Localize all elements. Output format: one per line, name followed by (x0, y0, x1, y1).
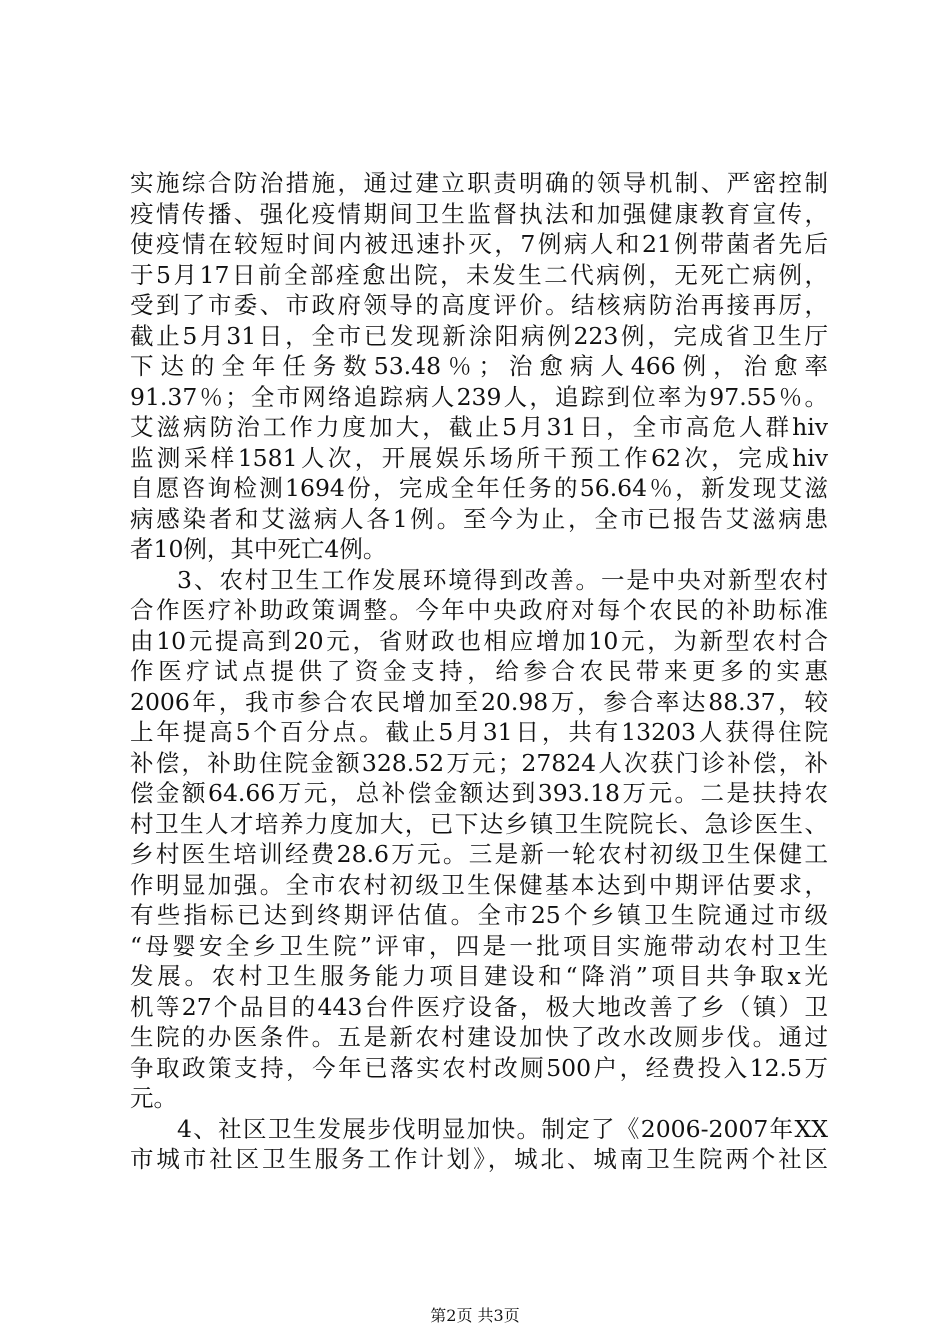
text-line: 艾滋病防治工作力度加大，截止5月31日，全市高危人群hiv (130, 413, 828, 441)
text-line: 病感染者和艾滋病人各1例。至今为止，全市已报告艾滋病患 (130, 504, 828, 533)
text-line: 元。 (130, 1084, 177, 1112)
text-line: 截止5月31日，全市已发现新涂阳病例223例，完成省卫生厅 (130, 321, 828, 350)
text-line: 3、农村卫生工作发展环境得到改善。一是中央对新型农村 (177, 565, 828, 594)
text-line: 下达的全年任务数53.48％；治愈病人466例，治愈率 (130, 352, 828, 380)
text-line: 2006年，我市参合农民增加至20.98万，参合率达88.37，较 (130, 687, 828, 716)
text-line: 乡村医生培训经费28.6万元。三是新一轮农村初级卫生保健工 (130, 840, 828, 868)
text-line: 市城市社区卫生服务工作计划》，城北、城南卫生院两个社区 (130, 1145, 828, 1173)
text-line: 有些指标已达到终期评估值。全市25个乡镇卫生院通过市级 (130, 901, 828, 929)
text-line: 补偿，补助住院金额328.52万元；27824人次获门诊补偿，补 (130, 748, 828, 777)
text-line: 作医疗试点提供了资金支持，给参合农民带来更多的实惠 (130, 657, 828, 685)
text-line: 疫情传播、强化疫情期间卫生监督执法和加强健康教育宣传， (130, 199, 828, 228)
text-line: 者10例，其中死亡4例。 (130, 535, 387, 563)
text-line: 作明显加强。全市农村初级卫生保健基本达到中期评估要求， (130, 870, 828, 899)
text-line: 实施综合防治措施，通过建立职责明确的领导机制、严密控制 (130, 169, 828, 197)
text-line: 机等27个品目的443台件医疗设备，极大地改善了乡（镇）卫 (130, 992, 828, 1021)
text-line: 村卫生人才培养力度加大，已下达乡镇卫生院院长、急诊医生、 (130, 809, 828, 838)
text-line: 91.37％；全市网络追踪病人239人，追踪到位率为97.55％。 (130, 382, 828, 411)
text-line: 发展。农村卫生服务能力项目建设和“降消”项目共争取x光 (130, 962, 828, 990)
text-line: 合作医疗补助政策调整。今年中央政府对每个农民的补助标准 (130, 596, 828, 624)
text-line: 争取政策支持，今年已落实农村改厕500户，经费投入12.5万 (130, 1053, 828, 1082)
text-line: 受到了市委、市政府领导的高度评价。结核病防治再接再厉， (130, 291, 828, 319)
text-line: 自愿咨询检测1694份，完成全年任务的56.64％，新发现艾滋 (130, 474, 828, 502)
body-text (130, 168, 828, 1175)
text-line: 监测采样1581人次，开展娱乐场所干预工作62次，完成hiv (130, 443, 828, 472)
text-line: 由10元提高到20元，省财政也相应增加10元，为新型农村合 (130, 626, 828, 655)
page-footer: 第2页 共3页 (430, 1306, 520, 1325)
text-line: 4、社区卫生发展步伐明显加快。制定了《2006-2007年XX (177, 1114, 828, 1143)
text-line: 使疫情在较短时间内被迅速扑灭，7例病人和21例带菌者先后 (130, 230, 828, 258)
text-line: 偿金额64.66万元，总补偿金额达到393.18万元。二是扶持农 (130, 779, 828, 807)
text-line: 上年提高5个百分点。截止5月31日，共有13203人获得住院 (130, 718, 828, 746)
text-line: 于5月17日前全部痊愈出院，未发生二代病例，无死亡病例， (130, 260, 828, 289)
text-line: 生院的办医条件。五是新农村建设加快了改水改厕步伐。通过 (130, 1023, 828, 1051)
text-line: “母婴安全乡卫生院”评审，四是一批项目实施带动农村卫生 (130, 931, 828, 960)
